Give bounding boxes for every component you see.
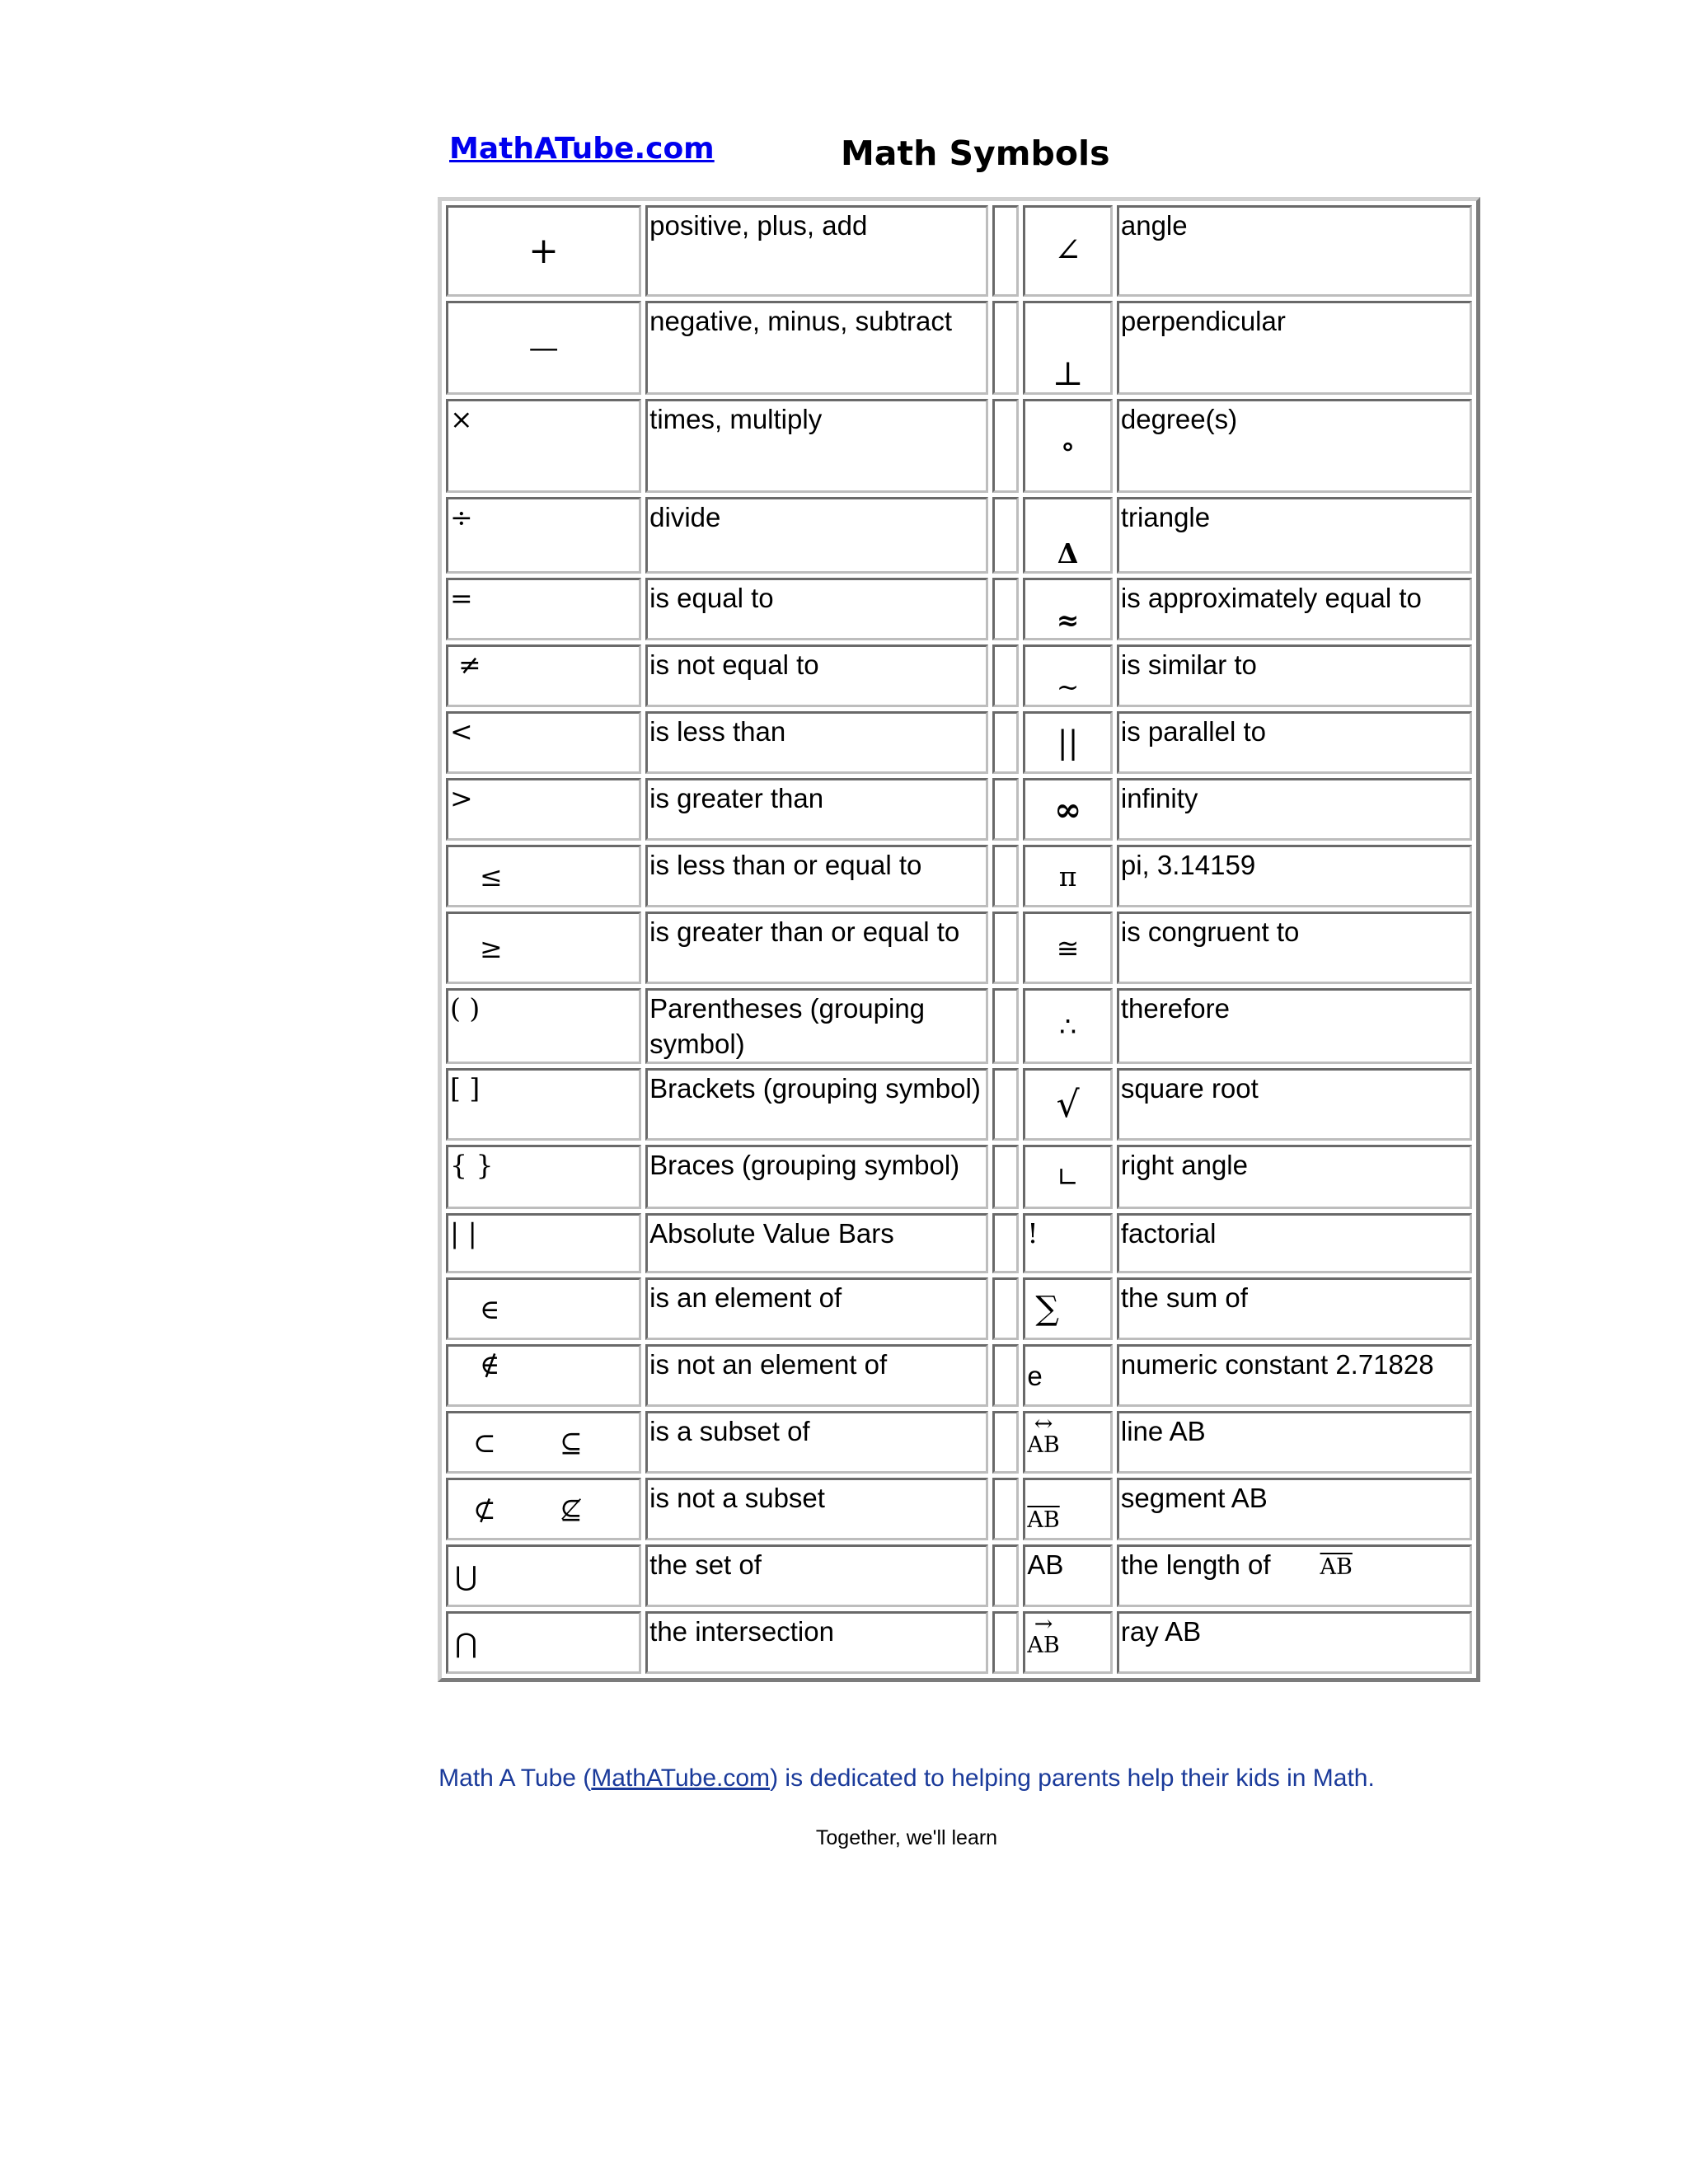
description-text: the length of — [1120, 1549, 1271, 1580]
spacer-cell — [992, 1544, 1019, 1607]
double-arrow-icon: ↔ — [1034, 1411, 1053, 1436]
description-cell: divide — [645, 497, 988, 574]
not-subset-or-equal-symbol: ⊈ — [560, 1493, 583, 1526]
table-row — [446, 399, 1472, 493]
description-cell: is approximately equal to — [1117, 578, 1472, 640]
footer-paren-open: ( — [583, 1765, 592, 1792]
spacer-cell — [992, 778, 1019, 841]
description-cell: square root — [1117, 1068, 1472, 1141]
table-row — [446, 711, 1472, 774]
symbol-cell — [1023, 1478, 1113, 1540]
description-cell: is not an element of — [645, 1344, 988, 1407]
table-row — [446, 644, 1472, 707]
description-cell: positive, plus, add — [645, 205, 988, 297]
spacer-cell — [992, 497, 1019, 574]
spacer-cell — [992, 1068, 1019, 1141]
symbol-cell: ∘ — [1023, 399, 1113, 493]
symbol-cell: ∞ — [1023, 778, 1113, 841]
spacer-cell — [992, 1277, 1019, 1340]
spacer-cell — [992, 1611, 1019, 1674]
description-cell: negative, minus, subtract — [645, 301, 988, 395]
symbol-cell — [446, 1478, 641, 1540]
description-cell: segment AB — [1117, 1478, 1472, 1540]
symbol-cell: AB — [1023, 1544, 1113, 1607]
spacer-cell — [992, 1213, 1019, 1273]
symbol-cell: ! — [1023, 1213, 1113, 1273]
footer-paren-close: ) — [770, 1765, 779, 1792]
symbol-cell: > — [446, 778, 641, 841]
symbol-cell: ∉ — [446, 1344, 641, 1407]
table-row — [446, 845, 1472, 907]
spacer-cell — [992, 1145, 1019, 1209]
table-row — [446, 205, 1472, 297]
symbol-cell: = — [446, 578, 641, 640]
symbols-table — [438, 197, 1480, 1682]
spacer-cell — [992, 1344, 1019, 1407]
symbol-cell: ∴ — [1023, 988, 1113, 1064]
symbol-cell: + — [446, 205, 641, 297]
footer-link[interactable]: MathATube.com — [591, 1765, 771, 1792]
description-cell — [1117, 1544, 1472, 1607]
symbol-cell: × — [446, 399, 641, 493]
symbol-cell: e — [1023, 1344, 1113, 1407]
spacer-cell — [992, 399, 1019, 493]
subset-or-equal-symbol: ⊆ — [560, 1426, 583, 1459]
not-subset-symbol: ⊄ — [473, 1493, 496, 1526]
description-cell: is congruent to — [1117, 912, 1472, 984]
line-notation: ↔ AB — [1027, 1411, 1060, 1458]
spacer-cell — [992, 1411, 1019, 1474]
symbol-cell: ( ) — [446, 988, 641, 1064]
description-cell: Parentheses (grouping symbol) — [645, 988, 988, 1064]
table-row — [446, 1213, 1472, 1273]
table-row — [446, 1277, 1472, 1340]
symbol-cell — [1023, 1411, 1113, 1474]
description-cell: angle — [1117, 205, 1472, 297]
symbol-cell: ≠ — [446, 644, 641, 707]
description-cell: is greater than — [645, 778, 988, 841]
description-cell: is parallel to — [1117, 711, 1472, 774]
description-cell: infinity — [1117, 778, 1472, 841]
description-cell: Absolute Value Bars — [645, 1213, 988, 1273]
symbol-cell: ⊥ — [1023, 301, 1113, 395]
description-cell: is less than or equal to — [645, 845, 988, 907]
tagline: Together, we'll learn — [815, 1826, 998, 1849]
symbol-cell: { } — [446, 1145, 641, 1209]
symbol-cell: [ ] — [446, 1068, 641, 1141]
symbol-cell: | | — [446, 1213, 641, 1273]
spacer-cell — [992, 1478, 1019, 1540]
spacer-cell — [992, 301, 1019, 395]
segment-notation: $\overline{AB}$ — [1027, 1507, 1060, 1533]
description-cell: right angle — [1117, 1145, 1472, 1209]
description-cell: the sum of — [1117, 1277, 1472, 1340]
description-cell: Brackets (grouping symbol) — [645, 1068, 988, 1141]
segment-notation: $\overline{AB}$ — [1320, 1554, 1353, 1580]
description-cell: perpendicular — [1117, 301, 1472, 395]
subset-symbol: ⊂ — [473, 1426, 496, 1459]
description-cell: therefore — [1117, 988, 1472, 1064]
symbol-cell: ≥ — [446, 912, 641, 984]
footer-suffix: is dedicated to helping parents help their kids in Math. — [778, 1765, 1375, 1792]
table-row — [446, 1611, 1472, 1674]
symbol-cell: ≤ — [446, 845, 641, 907]
description-cell: is similar to — [1117, 644, 1472, 707]
table-row — [446, 1544, 1472, 1607]
description-cell: Braces (grouping symbol) — [645, 1145, 988, 1209]
description-cell: degree(s) — [1117, 399, 1472, 493]
description-cell: triangle — [1117, 497, 1472, 574]
footer-note — [0, 1765, 1688, 1793]
table-row — [446, 1411, 1472, 1474]
symbol-cell: — — [446, 301, 641, 395]
description-cell: numeric constant 2.71828 — [1117, 1344, 1472, 1407]
description-cell: the intersection — [645, 1611, 988, 1674]
symbol-cell: || — [1023, 711, 1113, 774]
symbol-cell: π — [1023, 845, 1113, 907]
table-row — [446, 988, 1472, 1064]
description-cell: is not equal to — [645, 644, 988, 707]
symbol-cell: < — [446, 711, 641, 774]
table-row — [446, 497, 1472, 574]
symbol-cell: ∑ — [1023, 1277, 1113, 1340]
description-cell: times, multiply — [645, 399, 988, 493]
site-link[interactable]: MathATube.com — [449, 132, 715, 166]
symbol-cell: ⋃ — [446, 1544, 641, 1607]
spacer-cell — [992, 205, 1019, 297]
description-cell: the set of — [645, 1544, 988, 1607]
page-title: Math Symbols — [841, 134, 1110, 173]
symbol-cell: Δ — [1023, 497, 1113, 574]
symbol-cell: ≈ — [1023, 578, 1113, 640]
spacer-cell — [992, 988, 1019, 1064]
symbol-cell: ≅ — [1023, 912, 1113, 984]
symbol-cell: ~ — [1023, 644, 1113, 707]
symbol-cell: ÷ — [446, 497, 641, 574]
description-cell: is a subset of — [645, 1411, 988, 1474]
table-row — [446, 778, 1472, 841]
table-row — [446, 1478, 1472, 1540]
right-arrow-icon: → — [1034, 1611, 1053, 1637]
symbol-cell: ∠ — [1023, 205, 1113, 297]
ray-notation: → AB — [1027, 1611, 1060, 1658]
description-cell: is not a subset — [645, 1478, 988, 1540]
spacer-cell — [992, 845, 1019, 907]
symbol-cell: ∟ — [1023, 1145, 1113, 1209]
footer-prefix: Math A Tube — [438, 1765, 584, 1792]
description-cell: pi, 3.14159 — [1117, 845, 1472, 907]
description-cell: is less than — [645, 711, 988, 774]
table-row — [446, 1145, 1472, 1209]
description-cell: ray AB — [1117, 1611, 1472, 1674]
symbol-cell: ∈ — [446, 1277, 641, 1340]
table-row — [446, 1344, 1472, 1407]
description-cell: line AB — [1117, 1411, 1472, 1474]
spacer-cell — [992, 912, 1019, 984]
symbol-cell — [1023, 1611, 1113, 1674]
description-cell: is an element of — [645, 1277, 988, 1340]
symbol-cell — [446, 1411, 641, 1474]
table-row — [446, 578, 1472, 640]
description-cell: is equal to — [645, 578, 988, 640]
description-cell: is greater than or equal to — [645, 912, 988, 984]
spacer-cell — [992, 644, 1019, 707]
table-row — [446, 301, 1472, 395]
table-row — [446, 912, 1472, 984]
description-cell: factorial — [1117, 1213, 1472, 1273]
spacer-cell — [992, 578, 1019, 640]
spacer-cell — [992, 711, 1019, 774]
table-row — [446, 1068, 1472, 1141]
symbol-cell: √ — [1023, 1068, 1113, 1141]
symbol-cell: ⋂ — [446, 1611, 641, 1674]
